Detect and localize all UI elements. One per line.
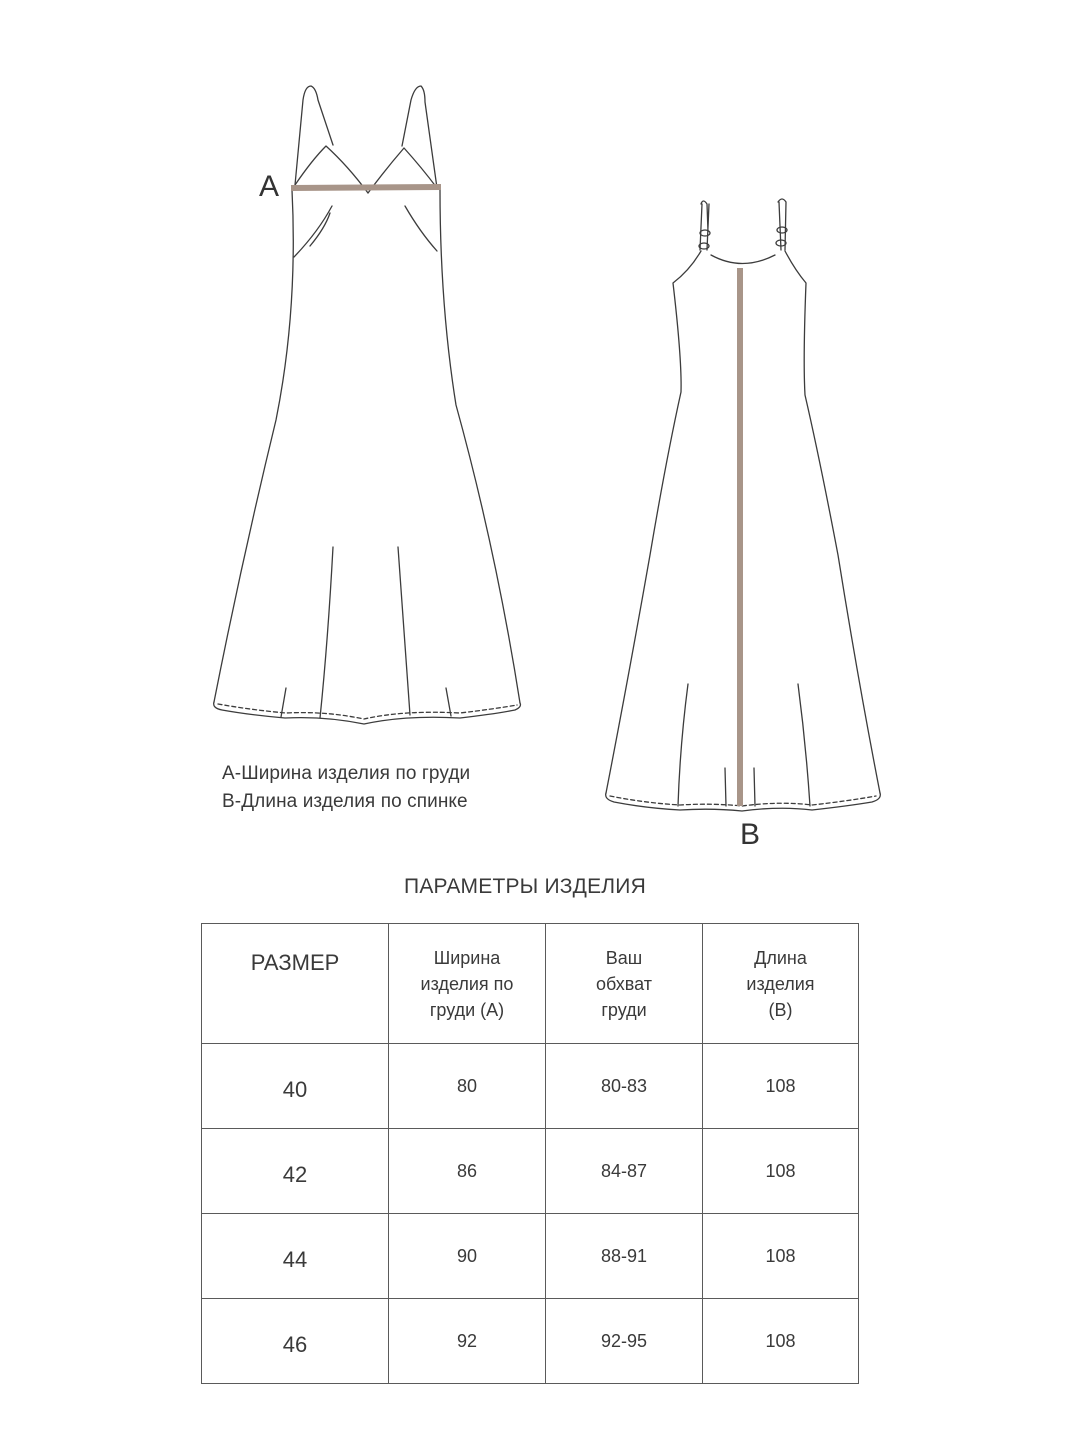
front-left-dart [294,206,332,257]
table-title: ПАРАМЕТРЫ ИЗДЕЛИЯ [404,875,646,898]
cell-length: 108 [703,1129,859,1214]
header-bust-girth-line: груди [601,999,647,1020]
header-chest-width-line: Ширина [433,947,501,968]
front-right-strap [402,86,437,188]
measure-label-a: A [259,170,280,203]
cell-size: 42 [202,1129,389,1214]
front-panel-seams [281,547,451,718]
header-length-line: Длина [754,947,807,968]
header-chest-width-line: груди (A) [429,999,505,1020]
header-bust-girth-line: обхват [596,973,652,994]
header-bust-girth-line: Ваш [605,947,643,968]
header-chest-width [389,924,546,1044]
header-length [703,924,859,1044]
cell-chest-width: 86 [389,1129,546,1214]
front-right-dart [405,206,437,251]
front-hem [214,702,521,724]
table-row [202,1299,859,1384]
cell-length: 108 [703,1299,859,1384]
measure-line-a [291,187,441,188]
cell-size: 46 [202,1299,389,1384]
back-panel-seams [678,684,810,806]
header-chest-width-line: изделия по [420,973,514,994]
cell-bust-girth: 84-87 [546,1129,703,1214]
header-bust-girth [546,924,703,1044]
legend-a: A-Ширина изделия по груди [222,763,471,784]
cell-length: 108 [703,1214,859,1299]
back-neckline [711,255,775,264]
cell-bust-girth: 80-83 [546,1044,703,1129]
cell-size: 40 [202,1044,389,1129]
header-length-line: (B) [768,999,793,1020]
table-header-row [202,924,859,1044]
back-right-strap [778,199,786,250]
header-length-line: изделия [746,973,815,994]
front-body-outline [214,190,520,703]
legend-b: B-Длина изделия по спинке [222,791,468,812]
cell-chest-width: 92 [389,1299,546,1384]
table-row [202,1129,859,1214]
measure-label-b: B [740,818,761,851]
cell-size: 44 [202,1214,389,1299]
back-left-strap-ring [700,230,710,236]
size-table [201,923,859,1384]
header-size: РАЗМЕР [202,924,389,1044]
table-row [202,1214,859,1299]
cell-chest-width: 80 [389,1044,546,1129]
cell-bust-girth: 88-91 [546,1214,703,1299]
cell-length: 108 [703,1044,859,1129]
cell-bust-girth: 92-95 [546,1299,703,1384]
front-left-strap [295,86,333,185]
table-row [202,1044,859,1129]
cell-chest-width: 90 [389,1214,546,1299]
